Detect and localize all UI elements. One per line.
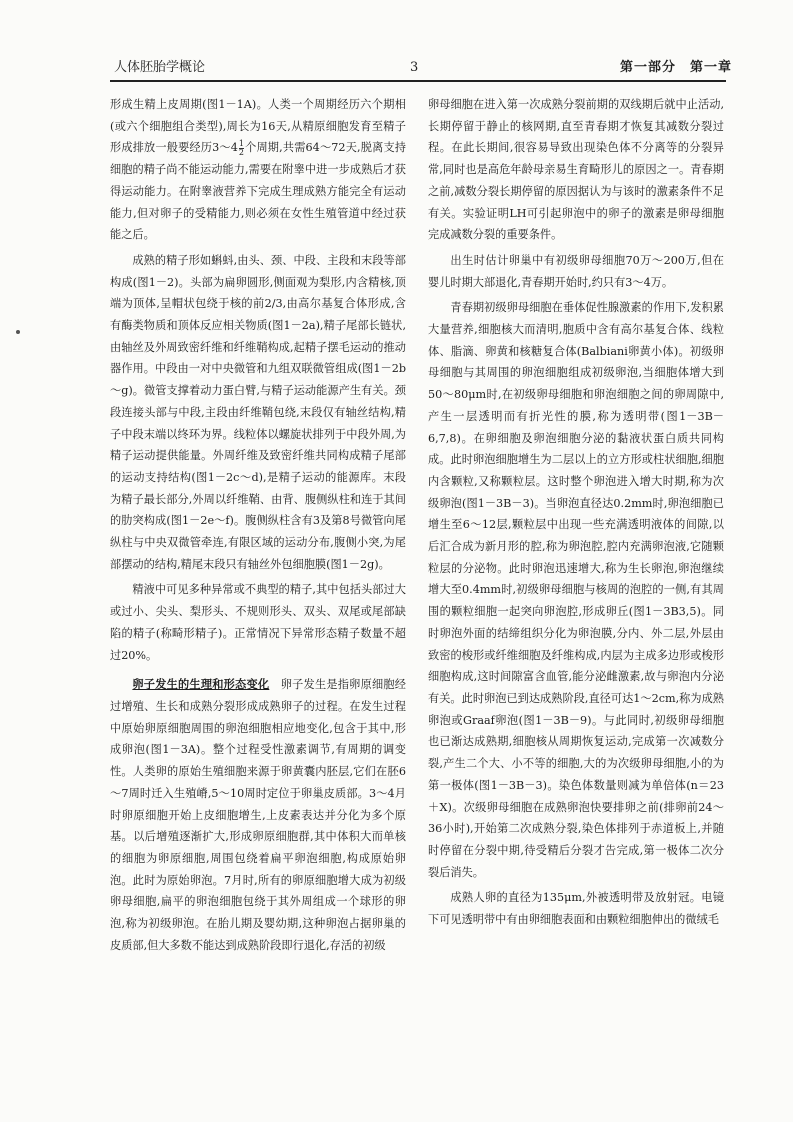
paragraph-sperm-structure: 成熟的精子形如蝌蚪,由头、颈、中段、主段和末段等部构成(图1－2)。头部为扁卵圆形,侧面观为梨形,内含精核,顶端为顶体,呈帽状包绕于核的前2/3,由高尔基复合体形成,含有酶类物质和顶体反应相关物质(图1－2a),精子尾部长链状,由轴丝及外周致密纤维和纤维鞘构成,起精子摆毛运动的推动器作用。中段由一对中央微管和九组双联微管组成(图1－2b～g)。微管支撑着动力蛋白臂,与精子运动能源产生有关。颈段连接头部与中段,主段由纤维鞘包绕,末段仅有轴丝结构,精子中段末端以终环为界。线粒体以螺旋状排列于中段外周,为精子运动提供能量。外周纤维及致密纤维共同构成精子尾部的运动支持结构(图1－2c～d),是精子运动的能源库。末段为精子最长部分,外周以纤维鞘、由背、腹侧纵柱和连于其间的肋突构成(图1－2e～f)。腹侧纵柱含有3及第8号微管向尾纵柱与中央双微管牵连,有限区域的运动分布,腹侧小突,为尾部摆动的结构,精尾末段只有轴丝外包细胞膜(图1－2g)。 [110, 253, 406, 571]
paragraph-spermatogenesis-cycle [110, 94, 406, 246]
fraction-denominator: 2 [238, 147, 244, 157]
fraction-numerator: 1 [238, 138, 244, 148]
paragraph-oogenesis [110, 674, 406, 956]
paragraph-text: 形成生精上皮周期(图1－1A)。人类一个周期经历六个期相(或六个细胞组合类型),周长为16天,从精原细胞发育至精子形成排放一般要经历3～4 [110, 98, 406, 155]
left-column [110, 94, 406, 956]
running-header-book-title: 人体胚胎学概论 [114, 60, 206, 75]
fraction-one-half [239, 140, 244, 157]
paragraph-meiosis-arrest: 卵母细胞在进入第一次成熟分裂前期的双线期后就中止活动,长期停留于静止的核网期,直至青春期才恢复其减数分裂过程。在此长期间,很容易导致出现染色体不分离等的分裂异常,同时也是高危年龄母亲易生育畸形儿的原因之一。青春期之前,减数分裂长期停留的原因据认为与该时的激素条件不足有关。实验证明LH可引起卵泡中的卵子的激素是卵母细胞完成减数分裂的重要条件。 [428, 98, 724, 242]
header-rule [110, 80, 726, 82]
right-column [428, 94, 724, 931]
scan-speck [16, 330, 20, 334]
paragraph-text: 个周期,共需64～72天,脱离支持细胞的精子尚不能运动能力,需要在附睾中进一步成熟后才获得运动能力。在附睾液营养下完成生理成熟方能完全有运动能力,但对卵子的受精能力,则必须在女性生殖管道中经过获能之后。 [110, 141, 406, 242]
running-header-chapter: 第一部分 第一章 [620, 60, 733, 75]
section-title-oogenesis: 卵子发生的生理和形态变化 [132, 677, 270, 692]
paragraph-follicle-development: 青春期初级卵母细胞在垂体促性腺激素的作用下,发积累大量营养,细胞核大而清明,胞质中含有高尔基复合体、线粒体、脂滴、卵黄和核糖复合体(Balbiani卵黄小体)。初级卵母细胞与其周围的卵泡细胞组成初级卵泡,当细胞体增大到50～80μm时,在初级卵母细胞和卵泡细胞之间的卵周隙中,产生一层透明而有折光性的膜,称为透明带(图1－3B－6,7,8)。在卵细胞及卵泡细胞分泌的黏液状蛋白质共同构成。此时卵泡细胞增生为二层以上的立方形或柱状细胞,细胞内含颗粒,又称颗粒层。这时整个卵泡进入增大时期,称为次级卵泡(图1－3B－3)。当卵泡直径达0.2mm时,卵泡细胞已增生至6～12层,颗粒层中出现一些充满透明液体的间隙,以后汇合成为新月形的腔,称为卵泡腔,腔内充满卵泡液,它随颗粒层的分泌物。此时卵泡迅速增大,称为生长卵泡,卵泡继续增大至0.4mm时,初级卵母细胞与核周的泡腔的一侧,有其周围的颗粒细胞一起突向卵泡腔,形成卵丘(图1－3B3,5)。同时卵泡外面的结缔组织分化为卵泡膜,分内、外二层,外层由致密的梭形或纤维细胞及纤维构成,内层为主成多边形或梭形细胞构成,这时间隙富含血管,能分泌雌激素,故与卵泡内分泌有关。此时卵泡已到达成熟阶段,直径可达1～2cm,称为成熟卵泡或Graaf卵泡(图1－3B－9)。与此同时,初级卵母细胞也已渐达成熟期,细胞核从周期恢复运动,完成第一次减数分裂,产生二个大、小不等的细胞,大的为次级卵母细胞,小的为第一极体(图1－3B－3)。染色体数量则减为单倍体(n＝23＋X)。次级卵母细胞在成熟卵泡快要排卵之前(排卵前24～36小时),开始第二次成熟分裂,染色体排列于赤道板上,并随时停留在分裂中期,待受精后分裂才告完成,第一极体二次分裂后消失。 [428, 301, 724, 879]
paragraph-abnormal-sperm: 精液中可见多种异常或不典型的精子,其中包括头部过大或过小、尖头、梨形头、不规则形头、双头、双尾或尾部缺陷的精子(称畸形精子)。正常情况下异常形态精子数量不超过20%。 [110, 583, 406, 662]
page-number: 3 [410, 60, 419, 75]
paragraph-mature-ovum: 成熟人卵的直径为135μm,外被透明带及放射冠。电镜下可见透明带中有由卵细胞表面和由颗粒细胞伸出的微绒毛 [428, 891, 724, 927]
paragraph-text: 卵子发生是指卵原细胞经过增殖、生长和成熟分裂形成成熟卵子的过程。在发生过程中原始卵原细胞周围的卵泡细胞相应地变化,包含于其中,形成卵泡(图1－3A)。整个过程受性激素调节,有周期的调变性。人类卵的原始生殖细胞来源于卵黄囊内胚层,它们在胚6～7周时迁入生殖嵴,5～10周时定位于卵巢皮质部。3～4月时卵原细胞开始上皮细胞增生,上皮素表达并分化为多个原基。以后增殖逐渐扩大,形成卵原细胞群,其中体积大而单核的细胞为卵原细胞,周围包绕着扁平卵泡细胞,构成原始卵泡。此时为原始卵泡。7月时,所有的卵原细胞增大成为初级卵母细胞,扁平的卵泡细胞包绕于其外周组成一个球形的卵泡,称为初级卵泡。在胎儿期及婴幼期,这种卵泡占据卵巢的皮质部,但大多数不能达到成熟阶段即行退化,存活的初级 [110, 678, 406, 952]
paragraph-oocyte-count: 出生时估计卵巢中有初级卵母细胞70万～200万,但在婴儿时期大部退化,青春期开始时,约只有3～4万。 [428, 253, 724, 289]
